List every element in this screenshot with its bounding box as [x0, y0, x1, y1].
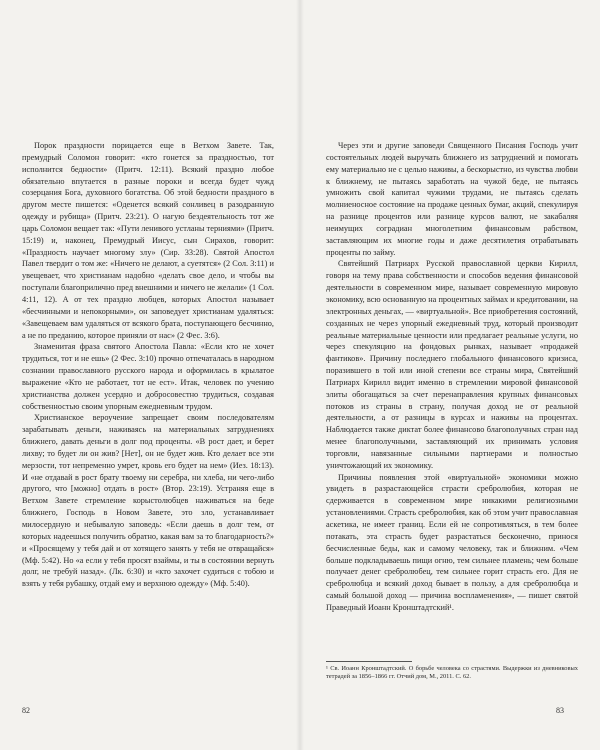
right-page-number: 83 [556, 706, 564, 715]
left-page-body [22, 140, 274, 590]
left-paragraph-1: Порок праздности порицается еще в Ветхом Завете. Так, премудрый Соломон говорит: «кто гонется за праздностью, тот исполнится бедности» (Притч. 12:11). Всякий праздно любое обязательно впутается в разные пороки и всегда будет чужд созерцания Бога, духовного богатства. Об этой бедности праздного в другом месте пишется: «Оденется всякий сонливец в разодранную одежду и рубища» (Притч. 23:21). О нагую бездеятельность тот же царь Соломон вещает так: «Пути ленивого устланы терниями» (Притч. 15:19) и, наконец, Премудрый Иисус, сын Сирахов, говорит: «Праздность научает многому злу» (Сир. 33:28). Святой Апостол Павел твердит о том же: «Ничего не делают, а суетятся» (2 Сол. 3:11) и увещевает, что христианам надобно «делать свое дело, и чтобы вы поступали благоприлично пред внешними и ничего не желали» (1 Сол. 4:11, 12). А от тех праздно любцев, которых Апостол называет «бесчинными и непокорными», он заповедует христианам удаляться: «Завещеваем вам удаляться от всякого брата, поступающего бесчинно, а не по преданию, которое приняли от нас» (2 Фес. 3:6). [22, 141, 274, 340]
left-paragraph-2: Знаменитая фраза святого Апостола Павла: «Если кто не хочет трудиться, тот и не ешь» (2 Фес. 3:10) прочно отпечаталась в народном сознании православного русского народа и оформилась в крылатое выражение «Кто не работает, тот не ест». Итак, человек по учению христианства должен усердно и добросовестно трудиться, создавая собственностью своим упорным ежедневным трудом. [22, 342, 274, 411]
footnote: ¹ Св. Иоанн Кронштадтский. О борьбе человека со страстями. Выдержки из дневниковых тетрадей за 1856–1866 гг. Отчий дом, М., 2011. С. 62. [326, 665, 578, 681]
footnote-rule [326, 661, 412, 662]
right-paragraph-1: Через эти и другие заповеди Священного Писания Господь учит состоятельных людей выручать ближнего из затруднений и помогать ему материально не с целью наживы, а бескорыстно, из чувства любви к ближнему, не пытаясь заработать на чужой беде, не пытаясь умножить свой капитал чужими трудами, не пытаясь сделать молниеносное состояние на продаже ценных бумаг, акций, спекулируя на разнице процентов или разнице курсов валют, не закабаляя неимущих соградиан многолетним финансовым рабством, заставляющим их многие годы и даже десятилетия отрабатывать проценты по займу. [326, 141, 578, 257]
page-gutter [296, 0, 304, 750]
right-paragraph-2: Святейший Патриарх Русской православной церкви Кирилл, говоря на тему права собственности и способов ведения финансовой деятельности в современном мире, называет современную мировую экономику, всю основанную на процентных займах и кредитовании, на электронных деньгах, — «виртуальной». Все приобретения состояний, созданных не через упорный ежедневный труд, который производит реальные материальные ценности или предлагает реальные услуги, но через спекуляцию на фондовых рынках, называет «продажей фантиков». Причину последнего глобального финансового кризиса, поразившего в той или иной степени все страны мира, Святейший Патриарх Кирилл видит именно в стремлении мировой финансовой элиты обогащаться за счет перенаправления крупных финансовых потоков из страны в страну, получая доход не от реальной деятельности, а от разницы в курсах и наживы на процентах. Наблюдается также диктат более финансово благополучных стран над менее благополучными, заставляющий их принимать условия торговли, навязанные сильными партнерами и полностью уничтожающий их экономику. [326, 259, 578, 470]
right-page-body [326, 140, 578, 614]
right-paragraph-3: Причины появления этой «виртуальной» экономики можно увидеть в разрастающейся страсти сребролюбия, которая не сдерживается в современном мире никакими религиозными установлениями. Страсть сребролюбия, как об этом учит православная аскетика, не имеет границ. Если ей не сопротивляться, в тем более потакать, эта страсть будет разрастаться бесконечно, принося бесчисленные беды, как и самому человеку, так и ближним. «Чем больше подкладываешь пищи огню, тем сильнее пламень; чем больше получает денег сребролюбец, тем сильнее горит страсть его. Для не сребролюбца и всякий доход бывает в пользу, а для сребролюбца и самый большой доход — причина воспламенения», — пишет святой Праведный Иоанн Кронштадтский¹. [326, 472, 578, 612]
left-page-number: 82 [22, 706, 30, 715]
left-paragraph-3: Христианское вероучение запрещает своим последователям зарабатывать деньги, наживаясь на материальных затруднениях ближнего, давать деньги в долг под проценты. «В рост дает, и берет лихву; то будет ли он жив? [Нет], он не будет жив. Кто делает все эти мерзости, тот непременно умрет, кровь его будет на нем» (Иез. 18:13). И «не отдавай в рост брату твоему ни серебра, ни хлеба, ни чего-либо другого, что [можно] отдать в рост» (Втор. 23:19). Устраняя еще в Ветхом Завете стремление корыстолюбцев наживаться на беде ближнего, Господь в Новом Завете, это зло, устанавливает милосердную и небывалую заповедь: «Если даешь в долг тем, от которых надеешься получить обратно, какая вам за то благодарность?» и «Просящему у тебя дай и от хотящего занять у тебя не отвращайся» (Мф. 5:42). Но «а если у тебя просят взаймы, и ты в состоянии вернуть долг, не требуй назад». (Лк. 6:30) и «кто захочет судиться с тобою и взять у тебя рубашку, отдай ему и верхнюю одежду» (Мф. 5:40). [22, 413, 274, 589]
